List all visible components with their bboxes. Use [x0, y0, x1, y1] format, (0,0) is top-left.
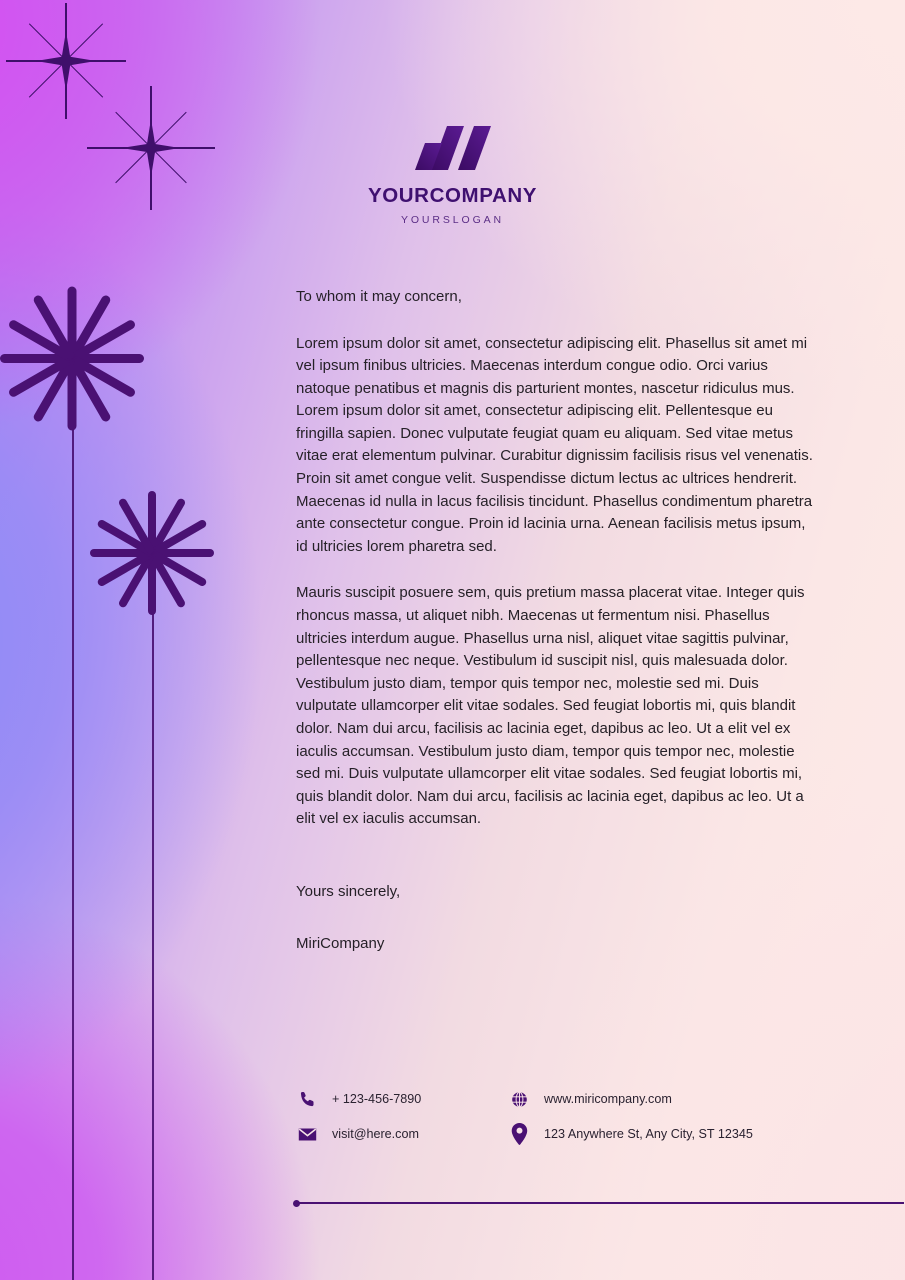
footer-divider-dot — [293, 1200, 300, 1207]
letter-closing: Yours sincerely, — [296, 882, 401, 900]
flower-ray — [149, 497, 187, 555]
company-logo-icon — [415, 126, 491, 170]
flower-stem-upper — [72, 355, 74, 1280]
flower-ray — [70, 354, 137, 398]
flower-ray — [68, 293, 112, 360]
address-value: 123 Anywhere St, Any City, ST 12345 — [544, 1127, 753, 1141]
sparkle-star-top — [36, 31, 96, 91]
flower-core — [59, 345, 85, 371]
sparkle-ray-vertical — [65, 3, 66, 119]
location-pin-icon — [508, 1123, 530, 1145]
sparkle-ray-horizontal — [6, 60, 126, 61]
footer-contact-block — [296, 1088, 856, 1145]
brand-header — [0, 126, 905, 226]
envelope-icon — [296, 1123, 318, 1145]
letter-salutation: To whom it may concern, — [296, 288, 462, 305]
footer-divider — [296, 1202, 904, 1204]
flower-ray — [96, 550, 154, 588]
sparkle-ray-diagonal-b — [29, 24, 103, 98]
flower-ray — [7, 354, 74, 398]
letter-paragraph-1: Lorem ipsum dolor sit amet, consectetur adipiscing elit. Phasellus sit amet mi vel ipsum finibus ultricies. Maecenas interdum congue odio. Orci varius natoque penatibus et magnis dis parturient montes, nascetur ridiculus mus. Lorem ipsum dolor sit amet, consectetur adipiscing elit. Pellentesque eu fringilla sapien. Donec vulputate feugiat quam eu aliquam. Sed vitae metus vitae erat elementum pulvinar. Curabitur dignissim facilisis risus vel venenatis. Proin sit amet congue velit. Suspendisse dictum lectus ac ultrices hendrerit. Maecenas id nulla in lacus facilisis tincidunt. Phasellus condimentum pharetra ante consectetur congue. Proin id lacinia urna. Aenean facilisis metus ipsum, id ultricies lorem pharetra sed. — [296, 334, 813, 555]
company-name: YOURCOMPANY — [367, 184, 538, 207]
sparkle-core — [36, 31, 96, 91]
letter-body — [296, 286, 816, 952]
flower-ray — [149, 551, 187, 609]
flower-ray — [7, 318, 74, 362]
flower-core — [139, 540, 165, 566]
letter-signature: MiriCompany — [296, 934, 385, 952]
flower-ray — [118, 497, 156, 555]
phone-value: + 123-456-7890 — [332, 1092, 422, 1106]
phone-icon — [296, 1088, 318, 1110]
flower-ray — [72, 354, 144, 363]
sparkle-ray-diagonal-a — [29, 24, 103, 98]
flower-ray — [118, 551, 156, 609]
flower-ray — [150, 519, 208, 557]
flower-ray — [68, 358, 77, 430]
letter-paragraph-2: Mauris suscipit posuere sem, quis pretium massa placerat vitae. Integer quis rhoncus massa, ut aliquet nibh. Maecenas ut fermentum nisi. Phasellus ultricies interdum augue. Phasellus urna nisl, aliquet vitae sagittis pulvinar, pellentesque nec neque. Vestibulum id suscipit nisl, quis malesuada dolor. Vestibulum justo diam, tempor quis tempor nec, molestie sed mi. Duis vulputate ullamcorper elit vitae sodales. Sed feugiat lobortis mi, quis blandit dolor. Nam dui arcu, facilisis ac lacinia eget, dapibus ac leo. Ut a elit vel ex iaculis accumsan. Vestibulum justo diam, tempor quis tempor nec, molestie sed mi. Duis vulputate ullamcorper elit vitae sodales. Sed feugiat lobortis mi, quis blandit dolor. Nam dui arcu, facilisis ac lacinia eget, dapibus ac leo. Ut a elit vel ex iaculis accumsan. — [296, 584, 805, 828]
flower-ray — [68, 356, 112, 423]
flower-ray — [150, 550, 208, 588]
flower-ray — [0, 354, 72, 363]
flower-ray — [70, 318, 137, 362]
email-value: visit@here.com — [332, 1127, 419, 1141]
company-slogan: YOURSLOGAN — [400, 214, 505, 226]
globe-icon — [508, 1088, 530, 1110]
contact-phone[interactable] — [296, 1088, 508, 1110]
flower-ray — [96, 519, 154, 557]
flower-ray — [152, 549, 214, 557]
contact-email[interactable] — [296, 1123, 508, 1145]
website-value: www.miricompany.com — [544, 1092, 672, 1106]
flower-stem-lower — [152, 550, 154, 1280]
contact-website[interactable] — [508, 1088, 856, 1110]
flower-ray — [32, 356, 76, 423]
contact-address[interactable] — [508, 1123, 856, 1145]
flower-ray — [90, 549, 152, 557]
flower-ray — [68, 286, 77, 358]
flower-ray — [148, 491, 156, 553]
flower-ray — [32, 293, 76, 360]
flower-ray — [148, 553, 156, 615]
